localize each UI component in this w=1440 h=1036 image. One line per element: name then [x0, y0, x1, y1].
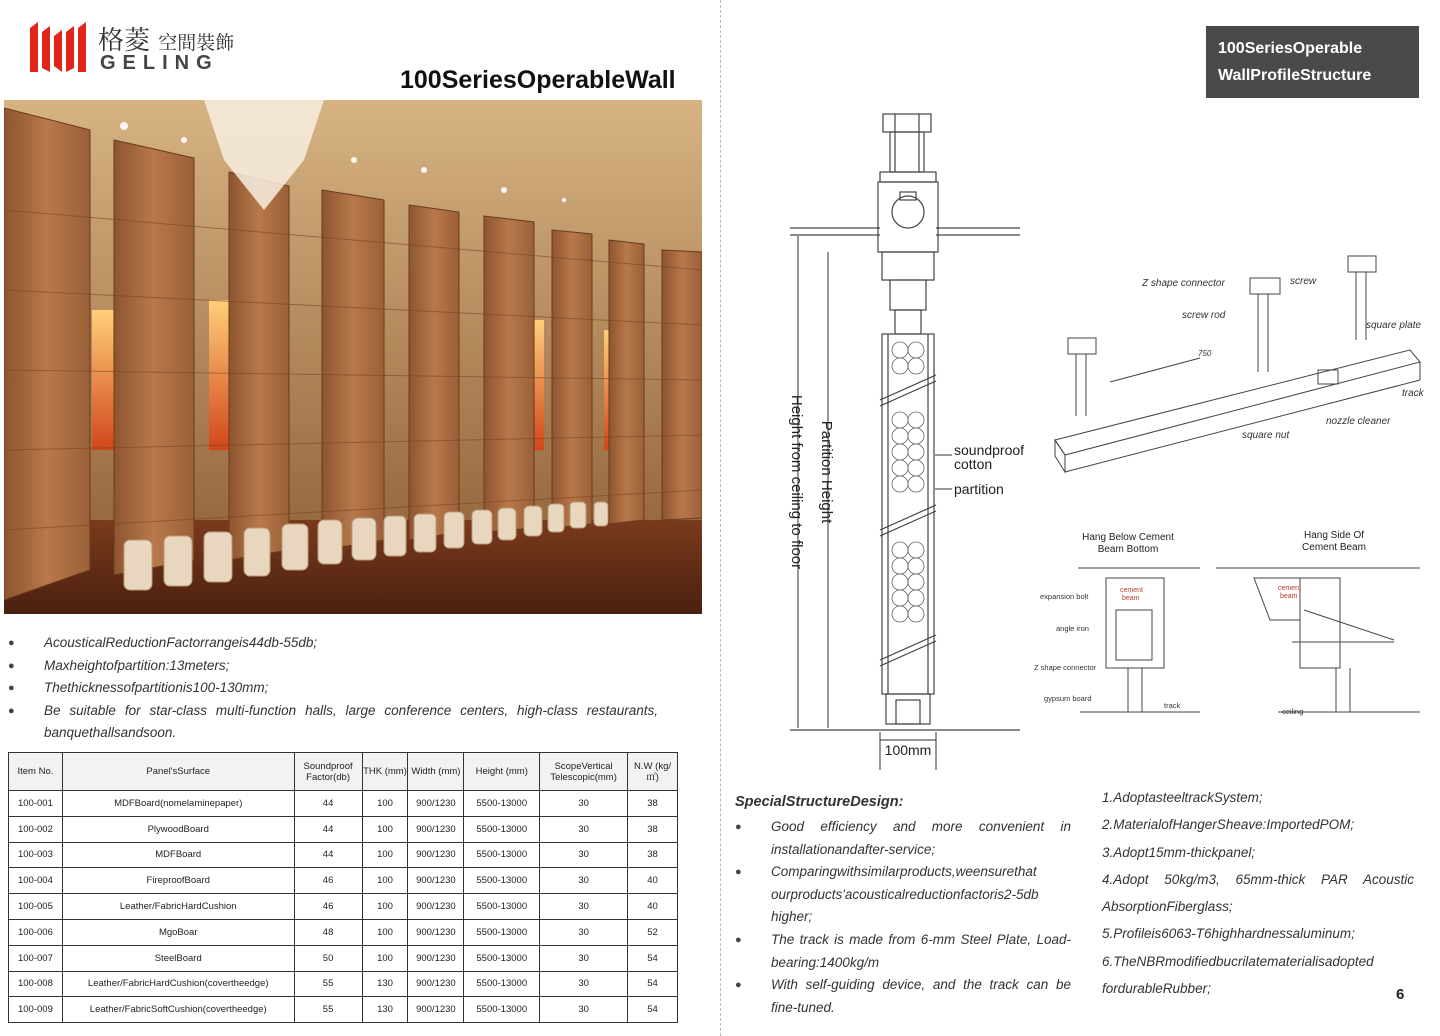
- table-cell: 38: [628, 842, 678, 868]
- table-cell: 100: [362, 894, 408, 920]
- logo-chinese: 格菱 空間裝飾: [98, 26, 235, 56]
- label-square-plate: square plate: [1366, 320, 1422, 331]
- table-cell: 900/1230: [408, 868, 464, 894]
- label-partition-height: Partition Height: [818, 420, 835, 524]
- table-cell: 44: [294, 842, 362, 868]
- table-cell: 900/1230: [408, 791, 464, 817]
- table-cell: 100: [362, 791, 408, 817]
- table-cell: 30: [540, 919, 628, 945]
- feature-item: 6.TheNBRmodifiedbucrilatematerialisadopted fordurableRubber;: [1102, 953, 1374, 997]
- label-dimension-750: 750: [1198, 349, 1212, 358]
- label-height-ceiling-floor: Height from ceiling to floor: [788, 394, 805, 570]
- table-cell: 100: [362, 842, 408, 868]
- table-cell: Leather/FabricSoftCushion(covertheedge): [62, 997, 294, 1023]
- table-header: Item No.: [9, 753, 63, 791]
- table-cell: 900/1230: [408, 971, 464, 997]
- table-cell: 30: [540, 971, 628, 997]
- table-cell: 30: [540, 791, 628, 817]
- table-cell: 52: [628, 919, 678, 945]
- table-header: N.W (kg/㎡): [628, 753, 678, 791]
- section-heading: SpecialStructureDesign:: [735, 794, 904, 810]
- table-cell: 5500-13000: [464, 997, 540, 1023]
- table-cell: 40: [628, 894, 678, 920]
- label-z-connector-2: Z shape connector: [1034, 663, 1097, 672]
- table-cell: MDFBoard(nomelaminepaper): [62, 791, 294, 817]
- table-header: ScopeVertical Telescopic(mm): [540, 753, 628, 791]
- table-cell: 100: [362, 945, 408, 971]
- spec-table: [8, 752, 678, 1023]
- table-cell: 38: [628, 791, 678, 817]
- table-cell: 38: [628, 816, 678, 842]
- table-cell: 900/1230: [408, 894, 464, 920]
- bullet-item: ● Thethicknessofpartitionis100-130mm;: [8, 677, 658, 700]
- bullet-item: ● Good efficiency and more convenient in installationandafter-service;: [735, 816, 1071, 861]
- table-cell: 100-003: [9, 842, 63, 868]
- table-cell: 30: [540, 868, 628, 894]
- label-angle-iron: angle iron: [1056, 624, 1089, 633]
- table-cell: 54: [628, 945, 678, 971]
- table-cell: 900/1230: [408, 842, 464, 868]
- table-row: [9, 842, 678, 868]
- table-cell: 5500-13000: [464, 816, 540, 842]
- feature-bullets: [8, 632, 658, 745]
- table-cell: 5500-13000: [464, 894, 540, 920]
- label-screw-rod: screw rod: [1182, 310, 1226, 321]
- title-line-2: WallProfileStructure: [1218, 67, 1372, 84]
- table-header: Soundproof Factor(db): [294, 753, 362, 791]
- label-cement-1: cement: [1120, 587, 1143, 594]
- table-cell: 30: [540, 894, 628, 920]
- table-cell: 5500-13000: [464, 842, 540, 868]
- table-header-row: [9, 753, 678, 791]
- label-track: track: [1402, 388, 1424, 399]
- table-cell: 46: [294, 868, 362, 894]
- label-width: 100mm: [884, 742, 932, 758]
- table-cell: 44: [294, 791, 362, 817]
- table-cell: MDFBoard: [62, 842, 294, 868]
- table-cell: 100-004: [9, 868, 63, 894]
- table-cell: 46: [294, 894, 362, 920]
- table-header: Panel'sSurface: [62, 753, 294, 791]
- table-cell: 30: [540, 945, 628, 971]
- label-hang-side-2: Cement Beam: [1302, 542, 1366, 553]
- feature-item: 4.Adopt 50kg/m3, 65mm-thick PAR Acoustic AbsorptionFiberglass;: [1102, 871, 1414, 915]
- label-track-2: track: [1164, 701, 1181, 710]
- logo-english: GELING: [100, 52, 219, 74]
- label-soundproof: soundproof: [954, 442, 1025, 458]
- table-cell: 55: [294, 971, 362, 997]
- table-row: [9, 945, 678, 971]
- label-screw: screw: [1290, 276, 1317, 287]
- table-cell: 100-002: [9, 816, 63, 842]
- profile-structure-title: [1206, 26, 1419, 98]
- table-cell: 5500-13000: [464, 791, 540, 817]
- label-hang-side-1: Hang Side Of: [1303, 530, 1365, 541]
- table-cell: 100-008: [9, 971, 63, 997]
- table-cell: 900/1230: [408, 997, 464, 1023]
- table-cell: 130: [362, 997, 408, 1023]
- feature-list: [1102, 784, 1414, 1002]
- table-row: [9, 868, 678, 894]
- table-cell: 100-006: [9, 919, 63, 945]
- table-row: [9, 971, 678, 997]
- table-cell: 44: [294, 816, 362, 842]
- label-square-nut: square nut: [1242, 430, 1290, 441]
- label-beam-1: beam: [1122, 595, 1140, 602]
- bullet-item: ● Comparingwithsimilarproducts,weensurethat ourproducts'acousticalreductionfactoris2-5db higher;: [735, 861, 1071, 929]
- bullet-item: ● With self-guiding device, and the track can be fine-tuned.: [735, 974, 1071, 1019]
- bullet-item: ● The track is made from 6-mm Steel Plate, Load-bearing:1400kg/m: [735, 929, 1071, 974]
- table-cell: 54: [628, 971, 678, 997]
- label-hang-below-1: Hang Below Cement: [1082, 532, 1174, 543]
- table-cell: MgoBoar: [62, 919, 294, 945]
- table-cell: 50: [294, 945, 362, 971]
- table-cell: SteelBoard: [62, 945, 294, 971]
- table-cell: 900/1230: [408, 945, 464, 971]
- logo-mark-icon: [28, 18, 92, 74]
- table-header: Width (mm): [408, 753, 464, 791]
- table-cell: FireproofBoard: [62, 868, 294, 894]
- table-cell: 5500-13000: [464, 919, 540, 945]
- label-nozzle-cleaner: nozzle cleaner: [1326, 416, 1391, 427]
- table-row: [9, 816, 678, 842]
- banquet-hall-photo: [4, 100, 702, 614]
- table-cell: 100: [362, 868, 408, 894]
- table-cell: 48: [294, 919, 362, 945]
- table-header: Height (mm): [464, 753, 540, 791]
- table-cell: 30: [540, 816, 628, 842]
- table-cell: 130: [362, 971, 408, 997]
- table-cell: Leather/FabricHardCushion(covertheedge): [62, 971, 294, 997]
- table-cell: 40: [628, 868, 678, 894]
- page-divider: [720, 0, 721, 1036]
- table-cell: Leather/FabricHardCushion: [62, 894, 294, 920]
- table-header: THK (mm): [362, 753, 408, 791]
- feature-item: 2.MaterialofHangerSheave:ImportedPOM;: [1102, 817, 1355, 833]
- feature-item: 5.Profileis6063-T6highhardnessaluminum;: [1102, 926, 1355, 942]
- label-partition: partition: [954, 481, 1004, 497]
- page-title: 100SeriesOperableWall: [400, 66, 676, 94]
- label-cotton: cotton: [954, 456, 993, 472]
- structure-bullets: [735, 816, 1071, 1019]
- table-cell: 100: [362, 919, 408, 945]
- bullet-item: ● Be suitable for star-class multi-function halls, large conference centers, high-class restaurants, banquethallsandsoon.: [8, 700, 658, 745]
- label-z-connector: Z shape connector: [1142, 278, 1225, 289]
- table-cell: 100-009: [9, 997, 63, 1023]
- table-cell: 55: [294, 997, 362, 1023]
- page-number: 6: [1396, 986, 1405, 1003]
- table-row: [9, 997, 678, 1023]
- feature-item: 3.Adopt15mm-thickpanel;: [1102, 844, 1256, 860]
- table-cell: 5500-13000: [464, 868, 540, 894]
- label-gypsum-board: gypsum board: [1044, 694, 1092, 703]
- label-expansion-bolt: expansion bolt: [1040, 592, 1089, 601]
- table-cell: 30: [540, 997, 628, 1023]
- table-row: [9, 791, 678, 817]
- table-cell: 5500-13000: [464, 945, 540, 971]
- geling-logo: [28, 18, 258, 78]
- table-cell: 100-001: [9, 791, 63, 817]
- table-cell: 100-007: [9, 945, 63, 971]
- label-ceiling: ceiling: [1282, 707, 1304, 716]
- table-cell: 100: [362, 816, 408, 842]
- table-cell: PlywoodBoard: [62, 816, 294, 842]
- table-cell: 5500-13000: [464, 971, 540, 997]
- profile-drawing: [730, 100, 1430, 780]
- table-cell: 100-005: [9, 894, 63, 920]
- table-row: [9, 919, 678, 945]
- label-beam-2: beam: [1280, 593, 1298, 600]
- table-row: [9, 894, 678, 920]
- table-cell: 54: [628, 997, 678, 1023]
- feature-item: 1.AdoptasteeltrackSystem;: [1102, 790, 1263, 805]
- table-cell: 30: [540, 842, 628, 868]
- bullet-item: ● AcousticalReductionFactorrangeis44db-55db;: [8, 632, 658, 655]
- label-cement-2: cement: [1278, 585, 1301, 592]
- label-hang-below-2: Beam Bottom: [1097, 544, 1159, 555]
- table-cell: 900/1230: [408, 816, 464, 842]
- title-line-1: 100SeriesOperable: [1218, 40, 1363, 57]
- bullet-item: ● Maxheightofpartition:13meters;: [8, 655, 658, 678]
- table-cell: 900/1230: [408, 919, 464, 945]
